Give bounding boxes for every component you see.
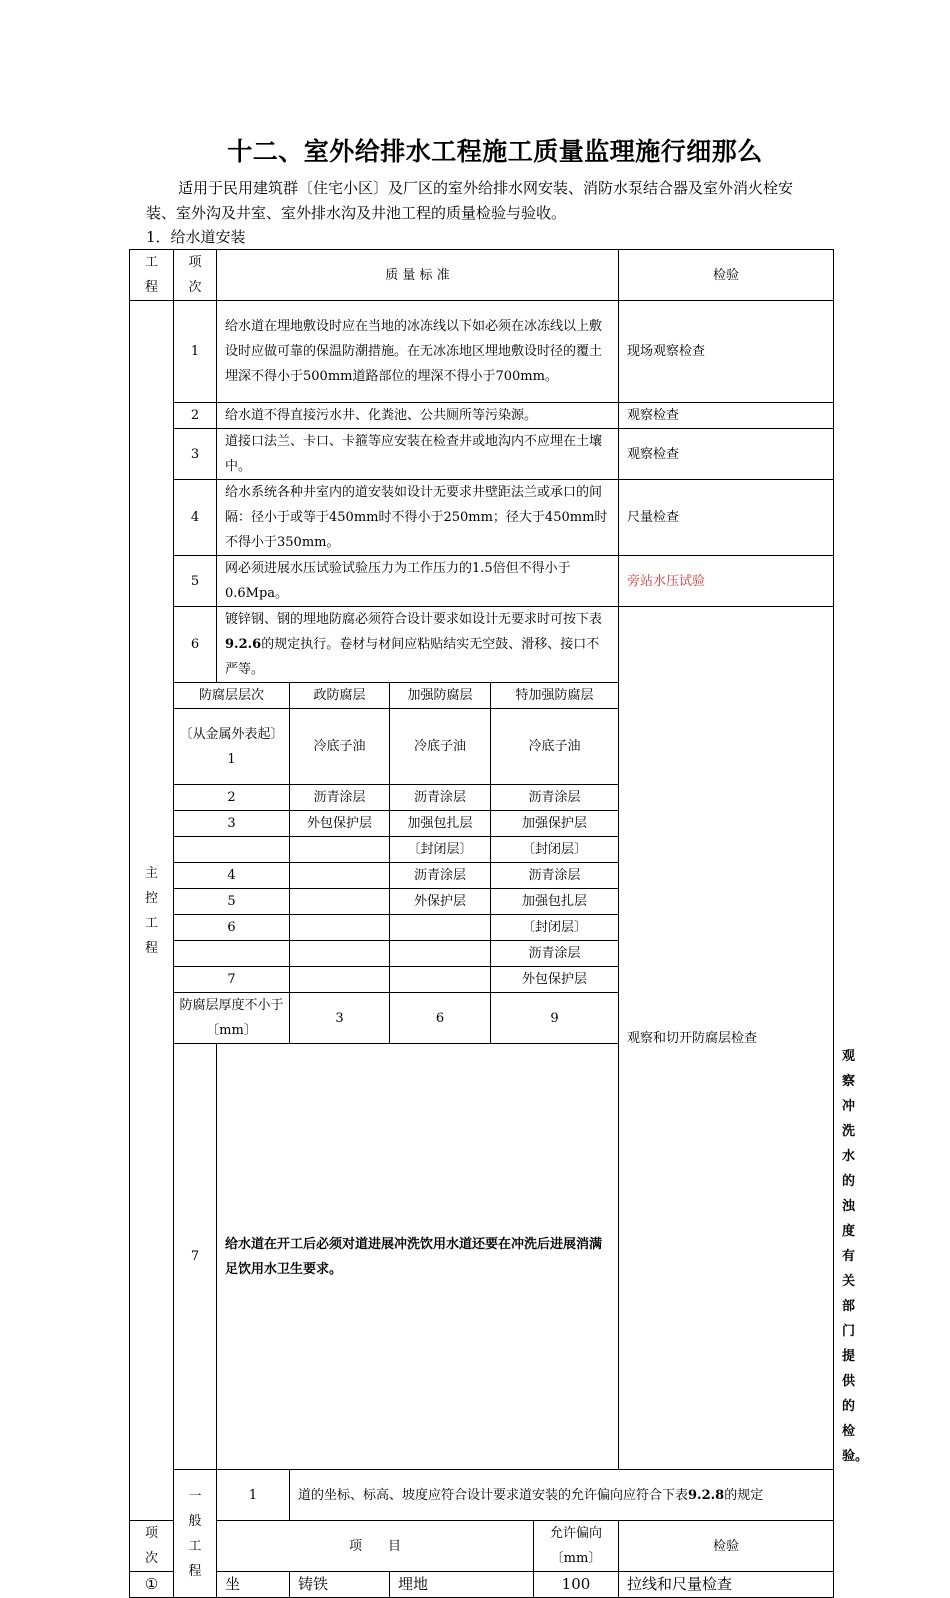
item-inspect: 旁站水压试验	[619, 556, 834, 607]
anti-strong: 冷底子油	[390, 709, 491, 785]
item-standard: 道接口法兰、卡口、卡箍等应安装在检查井或地沟内不应埋在土壤中。	[217, 429, 619, 480]
table-row: 7 给水道在开工后必须对道进展冲洗饮用水道还要在冲洗后进展消满足饮用水卫生要求。 观察冲洗水的浊度有关部门提供的检验。	[130, 1044, 834, 1470]
anti-level	[174, 941, 290, 967]
header-project: 工 程	[130, 250, 174, 301]
anti-normal	[290, 837, 390, 863]
table-row	[130, 429, 834, 480]
anti-thickness-strong: 6	[390, 993, 491, 1044]
anti-level: 〔从金属外表起〕 1	[174, 709, 290, 785]
sub-row	[130, 1572, 834, 1598]
anti-header-level: 防腐层层次	[174, 683, 290, 709]
anti-extra: 加强包扎层	[491, 889, 619, 915]
anti-header-extra: 特加强防腐层	[491, 683, 619, 709]
anti-extra: 冷底子油	[491, 709, 619, 785]
anti-strong: 沥青涂层	[390, 863, 491, 889]
item-standard: 给水道不得直接污水井、化粪池、公共厕所等污染源。	[217, 403, 619, 429]
item-standard: 给水道在埋地敷设时应在当地的冰冻线以下如必须在冰冻线以上敷设时应做可靠的保温防潮措施。在无冰冻地区埋地敷设时径的覆土埋深不得小于500mm道路部位的埋深不得小于700mm。	[217, 301, 619, 403]
intro-paragraph: 适用于民用建筑群〔住宅小区〕及厂区的室外给排水网安装、消防水泵结合器及室外消火栓安装、室外沟及井室、室外排水沟及井池工程的质量检验与验收。	[146, 179, 794, 222]
item-standard: 给水道在开工后必须对道进展冲洗饮用水道还要在冲洗后进展消满足饮用水卫生要求。	[217, 1044, 619, 1470]
item-number: 6	[174, 607, 217, 683]
anti-level: 7	[174, 967, 290, 993]
item-standard: 道的坐标、标高、坡度应符合设计要求道安装的允许偏向应符合下表9.2.8的规定	[290, 1470, 834, 1521]
item-number: 5	[174, 556, 217, 607]
header-standard: 质 量 标 准	[217, 250, 619, 301]
anti-extra: 〔封闭层〕	[491, 837, 619, 863]
table-row	[130, 556, 834, 607]
table-header-row	[130, 250, 834, 301]
general-project-label: 一 般 工 程	[174, 1470, 217, 1598]
anti-strong: 外保护层	[390, 889, 491, 915]
sub-header-index: 项 次	[130, 1521, 174, 1572]
anti-extra: 沥青涂层	[491, 863, 619, 889]
anti-header-strong: 加强防腐层	[390, 683, 491, 709]
item-number: 2	[174, 403, 217, 429]
sub-row-number: ①	[130, 1572, 174, 1598]
anti-strong	[390, 967, 491, 993]
sub-row-location: 埋地	[390, 1572, 534, 1598]
section-heading: 1．给水道安装	[146, 228, 246, 246]
item-standard: 给水系统各种井室内的道安装如设计无要求井壁距法兰或承口的间隔：径小于或等于450mm时不得小于250mm；径大于450mm时不得小于350mm。	[217, 480, 619, 556]
anti-normal	[290, 889, 390, 915]
item-inspect: 观察检查	[619, 403, 834, 429]
item-standard: 镀锌钢、钢的埋地防腐必须符合设计要求如设计无要求时可按下表9.2.6的规定执行。卷材与材间应粘贴结实无空鼓、滑移、接口不严等。	[217, 607, 619, 683]
sub-row-material: 铸铁	[290, 1572, 390, 1598]
table-row	[130, 480, 834, 556]
item-inspect: 观察检查	[619, 429, 834, 480]
table-row	[130, 1470, 834, 1521]
anti-level: 2	[174, 785, 290, 811]
anti-normal: 沥青涂层	[290, 785, 390, 811]
table-row	[130, 403, 834, 429]
table-row	[130, 607, 834, 683]
item-inspect: 观察和切开防腐层检查	[619, 607, 834, 1470]
sub-header-row	[130, 1521, 834, 1572]
anti-normal: 外包保护层	[290, 811, 390, 837]
item-number: 1	[174, 301, 217, 403]
anti-extra: 外包保护层	[491, 967, 619, 993]
anti-level: 4	[174, 863, 290, 889]
anti-thickness-label: 防腐层厚度不小于〔mm〕	[174, 993, 290, 1044]
anti-normal: 冷底子油	[290, 709, 390, 785]
anti-extra: 〔封闭层〕	[491, 915, 619, 941]
quality-table	[129, 249, 869, 1598]
anti-level: 3	[174, 811, 290, 837]
table-row	[130, 301, 834, 403]
header-index: 项 次	[174, 250, 217, 301]
item-number: 4	[174, 480, 217, 556]
anti-strong	[390, 941, 491, 967]
anti-strong: 沥青涂层	[390, 785, 491, 811]
anti-thickness-extra: 9	[491, 993, 619, 1044]
anti-extra: 沥青涂层	[491, 941, 619, 967]
sub-row-inspect: 拉线和尺量检查	[619, 1572, 834, 1598]
anti-thickness-normal: 3	[290, 993, 390, 1044]
sub-row-coord: 坐	[217, 1572, 290, 1598]
item-number: 1	[217, 1470, 290, 1521]
anti-normal	[290, 915, 390, 941]
sub-header-item: 项 目	[217, 1521, 534, 1572]
anti-strong	[390, 915, 491, 941]
anti-strong: 〔封闭层〕	[390, 837, 491, 863]
sub-header-inspect: 检验	[619, 1521, 834, 1572]
item-number: 3	[174, 429, 217, 480]
anti-level: 6	[174, 915, 290, 941]
item-number: 7	[174, 1044, 217, 1470]
item-standard: 网必须进展水压试验试验压力为工作压力的1.5倍但不得小于0.6Mpa。	[217, 556, 619, 607]
anti-extra: 加强保护层	[491, 811, 619, 837]
header-inspect: 检验	[619, 250, 834, 301]
anti-extra: 沥青涂层	[491, 785, 619, 811]
anti-normal	[290, 967, 390, 993]
anti-level	[174, 837, 290, 863]
anti-level: 5	[174, 889, 290, 915]
item-inspect: 现场观察检查	[619, 301, 834, 403]
anti-header-normal: 政防腐层	[290, 683, 390, 709]
anti-normal	[290, 941, 390, 967]
item-inspect: 尺量检查	[619, 480, 834, 556]
anti-strong: 加强包扎层	[390, 811, 491, 837]
sub-row-allow: 100	[534, 1572, 619, 1598]
page-title: 十二、室外给排水工程施工质量监理施行细那么	[227, 137, 763, 166]
main-control-label: 主 控 工 程	[130, 301, 174, 1521]
sub-header-allow: 允许偏向〔mm〕	[534, 1521, 619, 1572]
anti-normal	[290, 863, 390, 889]
